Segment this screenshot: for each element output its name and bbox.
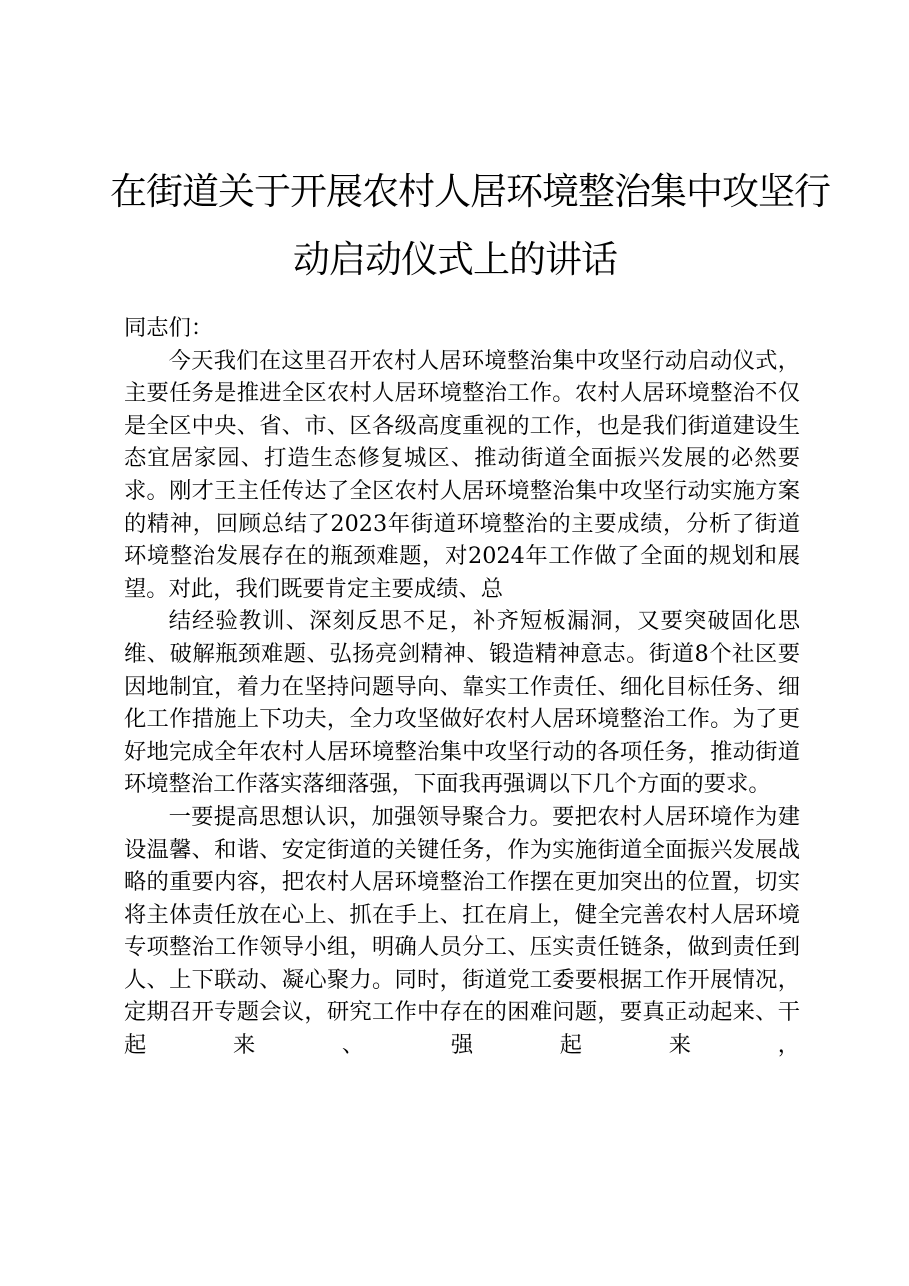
paragraph-2: 结经验教训、深刻反思不足，补齐短板漏洞，又要突破固化思维、破解瓶颈难题、弘扬亮剑精神、锻造精神意志。街道8个社区要因地制宜，着力在坚持问题导向、靠实工作责任、细化目标任务、细化工作措施上下功夫，全力攻坚做好农村人居环境整治工作。为了更好地完成全年农村人居环境整治集中攻坚行动的各项任务，推动街道环境整治工作落实落细落强，下面我再强调以下几个方面的要求。 xyxy=(124,608,800,798)
salutation: 同志们： xyxy=(124,315,214,341)
document-body xyxy=(124,312,800,1062)
paragraph-3: 一要提高思想认识，加强领导聚合力。要把农村人居环境作为建设温馨、和谐、安定街道的关键任务，作为实施街道全面振兴发展战略的重要内容，把农村人居环境整治工作摆在更加突出的位置，切实将主体责任放在心上、抓在手上、扛在肩上，健全完善农村人居环境专项整治工作领导小组，明确人员分工、压实责任链条，做到责任到人、上下联动、凝心聚力。同时，街道党工委要根据工作开展情况，定期召开专题会议，研究工作中存在的困难问题，要真正动起来、干起来、强起来， xyxy=(124,803,800,1059)
document-title-line-2: 动启动仪式上的讲话 xyxy=(293,238,617,281)
document-title xyxy=(110,158,830,294)
document-title-line-1: 在街道关于开展农村人居环境整治集中攻坚行 xyxy=(110,170,830,213)
paragraph-1: 今天我们在这里召开农村人居环境整治集中攻坚行动启动仪式，主要任务是推进全区农村人居环境整治工作。农村人居环境整治不仅是全区中央、省、市、区各级高度重视的工作，也是我们街道建设生态宜居家园、打造生态修复城区、推动街道全面振兴发展的必然要求。刚才王主任传达了全区农村人居环境整治集中攻坚行动实施方案的精神，回顾总结了2023年街道环境整治的主要成绩，分析了街道环境整治发展存在的瓶颈难题，对2024年工作做了全面的规划和展望。对此，我们既要肯定主要成绩、总 xyxy=(124,347,800,602)
